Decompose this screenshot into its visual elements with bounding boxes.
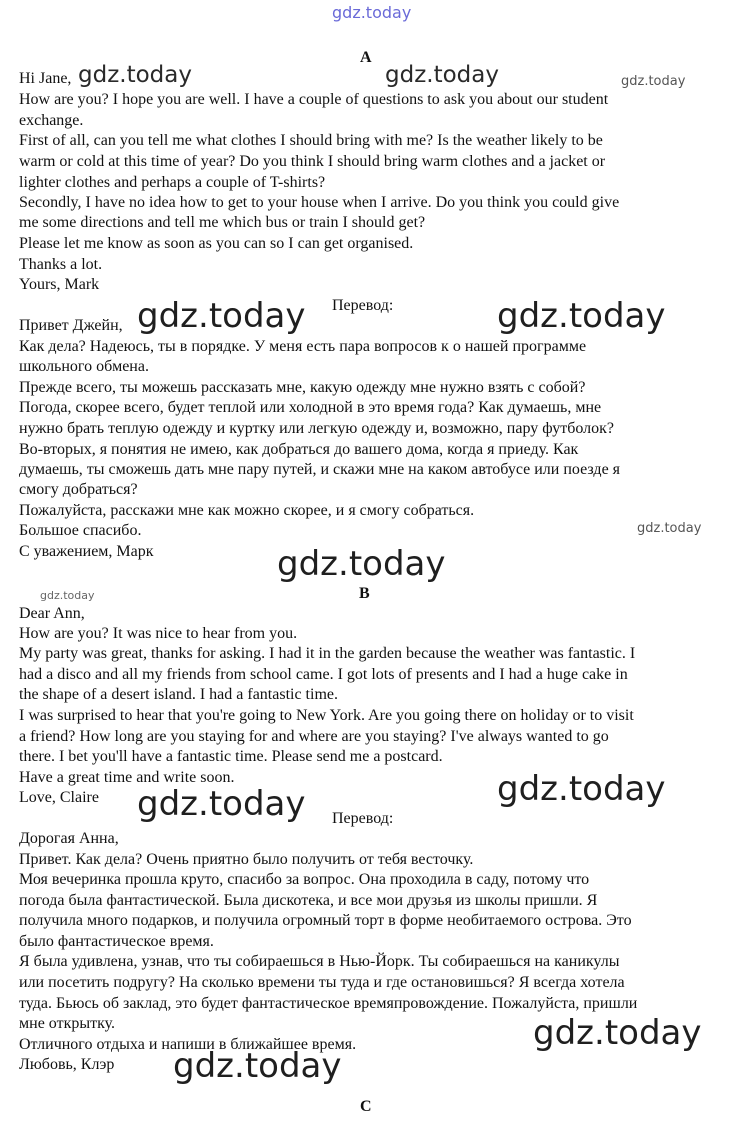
section-a-russian-line: смогу добраться? [19,481,138,498]
section-b-russian-line: было фантастическое время. [19,933,214,950]
section-b-russian-line: Моя вечеринка прошла круто, спасибо за вопрос. Она проходила в саду, потому что [19,871,590,888]
section-a-english-line: Please let me know as soon as you can so I can get organised. [19,235,414,252]
section-a-russian-line: Во-вторых, я понятия не имею, как добраться до вашего дома, когда я приеду. Как [19,441,579,458]
watermark: gdz.today [533,1013,702,1053]
section-a-english-line: lighter clothes and perhaps a couple of T-shirts? [19,174,326,191]
section-a-english-line: Yours, Mark [19,276,100,293]
section-b-english-line: Dear Ann, [19,605,85,622]
section-b-translation-label: Перевод: [332,810,394,827]
section-b-russian-line: получила много подарков, и получила огромный торт в форме необитаемого острова. Это [19,912,632,929]
section-b-english-line: had a disco and all my friends from school came. I got lots of presents and I had a huge cake in [19,666,628,683]
section-a-english-line: me some directions and tell me which bus or train I should get? [19,214,426,231]
section-b-russian-line: Дорогая Анна, [19,830,119,847]
watermark: gdz.today [497,296,666,336]
section-a-russian-line: С уважением, Марк [19,543,154,560]
watermark: gdz.today [137,784,306,824]
section-b-english-line: a friend? How long are you staying for and where are you staying? I've always wanted to go [19,728,609,745]
section-a-russian-line: школьного обмена. [19,358,149,375]
section-a-russian-line: думаешь, ты сможешь дать мне пару путей, и скажи мне на каком автобусе или поезде я [19,461,621,478]
section-a-english-line: Secondly, I have no idea how to get to your house when I arrive. Do you think you could give [19,194,620,211]
section-b-english-line: there. I bet you'll have a fantastic time. Please send me a postcard. [19,748,443,765]
section-a-english-line: warm or cold at this time of year? Do you think I should bring warm clothes and a jacket or [19,153,606,170]
watermark: gdz.today [385,62,499,88]
section-b-english-line: the shape of a desert island. I had a fantastic time. [19,686,338,703]
watermark: gdz.today [277,544,446,584]
section-a-russian-line: Прежде всего, ты можешь рассказать мне, какую одежду мне нужно взять с собой? [19,379,586,396]
section-b-russian-line: туда. Бьюсь об заклад, это будет фантастическое времяпровождение. Пожалуйста, пришли [19,995,638,1012]
section-b-russian-line: Я была удивлена, узнав, что ты собираешься в Нью-Йорк. Ты собираешься на каникулы [19,953,620,970]
watermark: gdz.today [497,769,666,809]
section-b-english-line: I was surprised to hear that you're going to New York. Are you going there on holiday or to visit [19,707,634,724]
section-b-english-line: How are you? It was nice to hear from you. [19,625,298,642]
section-b-english-line: My party was great, thanks for asking. I had it in the garden because the weather was fantastic. I [19,645,636,662]
watermark-top: gdz.today [332,3,412,22]
section-b-russian-line: мне открытку. [19,1015,116,1032]
section-a-russian-line: Как дела? Надеюсь, ты в порядке. У меня есть пара вопросов к о нашей программе [19,338,587,355]
section-a-english-line: How are you? I hope you are well. I have a couple of questions to ask you about our student [19,91,609,108]
section-a-russian-line: Большое спасибо. [19,522,142,539]
section-c-heading: C [360,1098,372,1115]
section-b-russian-line: Привет. Как дела? Очень приятно было получить от тебя весточку. [19,851,474,868]
section-b-english-line: Love, Claire [19,789,99,806]
section-a-russian-line: Пожалуйста, расскажи мне как можно скорее, и я смогу собраться. [19,502,475,519]
section-a-russian-line: Привет Джейн, [19,317,123,334]
section-a-english-line: First of all, can you tell me what clothes I should bring with me? Is the weather likely to be [19,132,603,149]
section-b-heading: B [359,585,370,602]
section-b-russian-line: Отличного отдыха и напиши в ближайшее время. [19,1036,357,1053]
section-a-russian-line: нужно брать теплую одежду и куртку или легкую одежду и, возможно, пару футболок? [19,420,614,437]
section-a-russian-line: Погода, скорее всего, будет теплой или холодной в это время года? Как думаешь, мне [19,399,602,416]
section-b-russian-line: или посетить подругу? На сколько времени ты туда и где остановишься? Я всегда хотела [19,974,625,991]
watermark: gdz.today [40,589,95,602]
section-a-heading: A [360,49,372,66]
section-a-english-line: Hi Jane, [19,70,72,87]
section-a-english-line: Thanks a lot. [19,256,103,273]
section-a-english-line: exchange. [19,112,84,129]
watermark: gdz.today [173,1046,342,1086]
watermark: gdz.today [137,296,306,336]
section-b-english-line: Have a great time and write soon. [19,769,235,786]
section-b-russian-line: погода была фантастической. Была дискотека, и все мои друзья из школы пришли. Я [19,892,598,909]
watermark: gdz.today [637,521,702,536]
section-a-translation-label: Перевод: [332,297,394,314]
section-b-russian-line: Любовь, Клэр [19,1056,115,1073]
watermark: gdz.today [621,74,686,89]
watermark: gdz.today [78,62,192,88]
